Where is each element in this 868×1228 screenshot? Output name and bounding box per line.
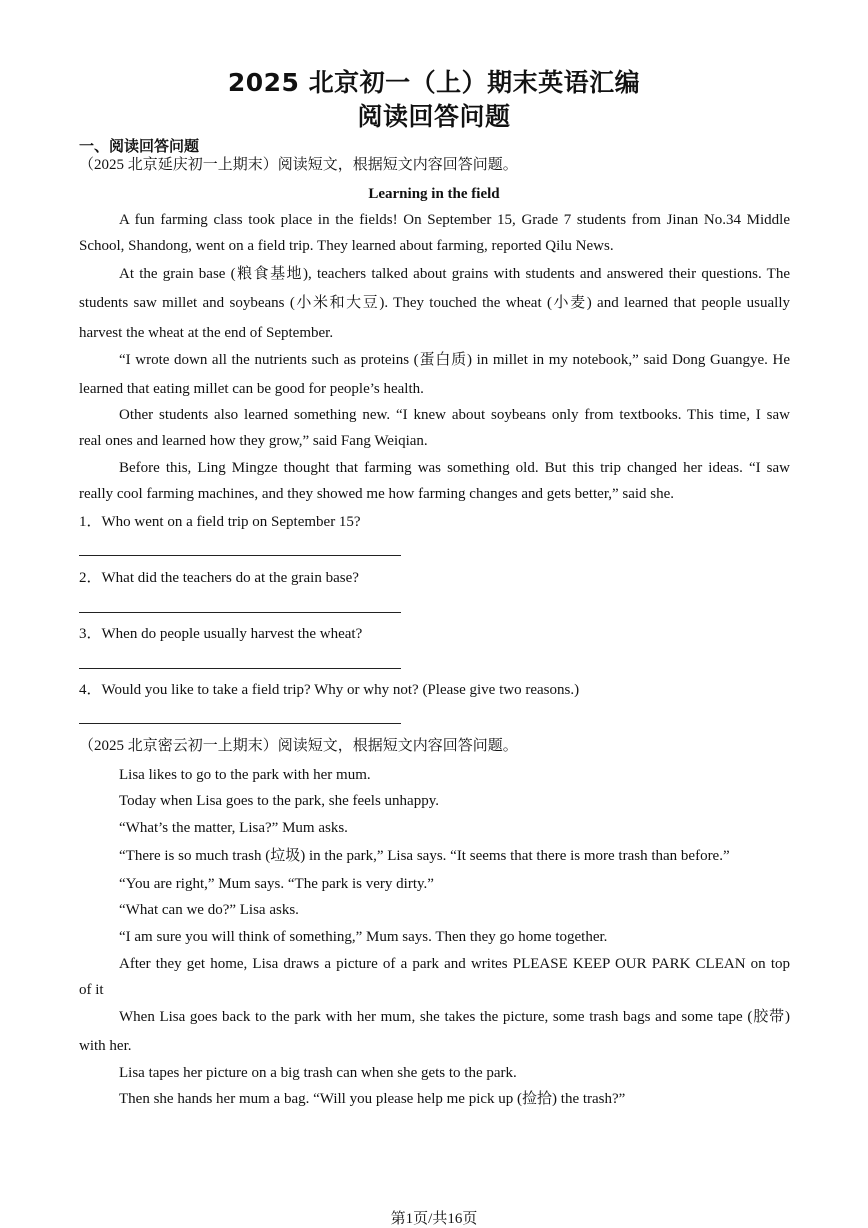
passage1-source: （2025 北京延庆初一上期末）阅读短文，根据短文内容回答问题。: [79, 157, 518, 173]
passage2-line: with her.: [79, 1038, 132, 1054]
passage1-line: A fun farming class took place in the fields! On September 15, Grade 7 students from Jinan No.34 Middle: [119, 212, 790, 228]
passage1-line: harvest the wheat at the end of September.: [79, 325, 334, 341]
passage1-line: Before this, Ling Mingze thought that farming was something old. But this trip changed her ideas. “I saw: [119, 460, 790, 476]
passage2-line: Lisa tapes her picture on a big trash can when she gets to the park.: [119, 1065, 517, 1081]
passage1-line: “I wrote down all the nutrients such as proteins (蛋白质) in millet in my notebook,” said Dong Guangye. He: [119, 352, 790, 368]
passage2-line: “You are right,” Mum says. “The park is very dirty.”: [119, 876, 434, 892]
document-subtitle: 阅读回答问题: [357, 102, 511, 131]
page-number: 第1页/共16页: [390, 1211, 478, 1227]
passage2-line: Today when Lisa goes to the park, she feels unhappy.: [119, 793, 439, 809]
passage2-line: Lisa likes to go to the park with her mum.: [119, 767, 371, 783]
answer-line-3[interactable]: [79, 668, 401, 669]
passage1-heading: Learning in the field: [368, 186, 500, 202]
passage1-line: At the grain base (粮食基地), teachers talked about grains with students and answered their questions. The: [119, 266, 790, 282]
passage2-line: “What’s the matter, Lisa?” Mum asks.: [119, 820, 348, 836]
passage2-source: （2025 北京密云初一上期末）阅读短文，根据短文内容回答问题。: [79, 738, 518, 754]
document-title: 2025 北京初一（上）期末英语汇编: [227, 68, 641, 97]
passage2-line: “I am sure you will think of something,” Mum says. Then they go home together.: [119, 929, 608, 945]
section-heading: 一、阅读回答问题: [79, 139, 200, 155]
passage2-line: “What can we do?” Lisa asks.: [119, 902, 299, 918]
question-1: 1．Who went on a field trip on September 15?: [79, 514, 361, 530]
answer-line-2[interactable]: [79, 612, 401, 613]
question-3: 3．When do people usually harvest the wheat?: [79, 626, 363, 642]
passage1-line: School, Shandong, went on a field trip. They learned about farming, reported Qilu News.: [79, 238, 614, 254]
question-2: 2．What did the teachers do at the grain base?: [79, 570, 359, 586]
passage2-line: When Lisa goes back to the park with her mum, she takes the picture, some trash bags and some tape (胶带): [119, 1009, 790, 1025]
passage2-line: After they get home, Lisa draws a picture of a park and writes PLEASE KEEP OUR PARK CLEAN on top: [119, 956, 790, 972]
passage2-line: Then she hands her mum a bag. “Will you please help me pick up (捡拾) the trash?”: [119, 1091, 626, 1107]
passage2-line: of it: [79, 982, 104, 998]
question-4: 4．Would you like to take a field trip? Why or why not? (Please give two reasons.): [79, 682, 580, 698]
passage1-line: students saw millet and soybeans (小米和大豆). They touched the wheat (小麦) and learned that people usually: [79, 295, 790, 311]
passage1-line: really cool farming machines, and they showed me how farming changes and gets better,” said she.: [79, 486, 675, 502]
answer-line-1[interactable]: [79, 555, 401, 556]
passage1-line: real ones and learned how they grow,” said Fang Weiqian.: [79, 433, 428, 449]
answer-line-4[interactable]: [79, 723, 401, 724]
passage1-line: Other students also learned something new. “I knew about soybeans only from textbooks. This time, I saw: [119, 407, 790, 423]
passage1-line: learned that eating millet can be good for people’s health.: [79, 381, 424, 397]
passage2-line: “There is so much trash (垃圾) in the park,” Lisa says. “It seems that there is more trash than before.”: [119, 848, 730, 864]
